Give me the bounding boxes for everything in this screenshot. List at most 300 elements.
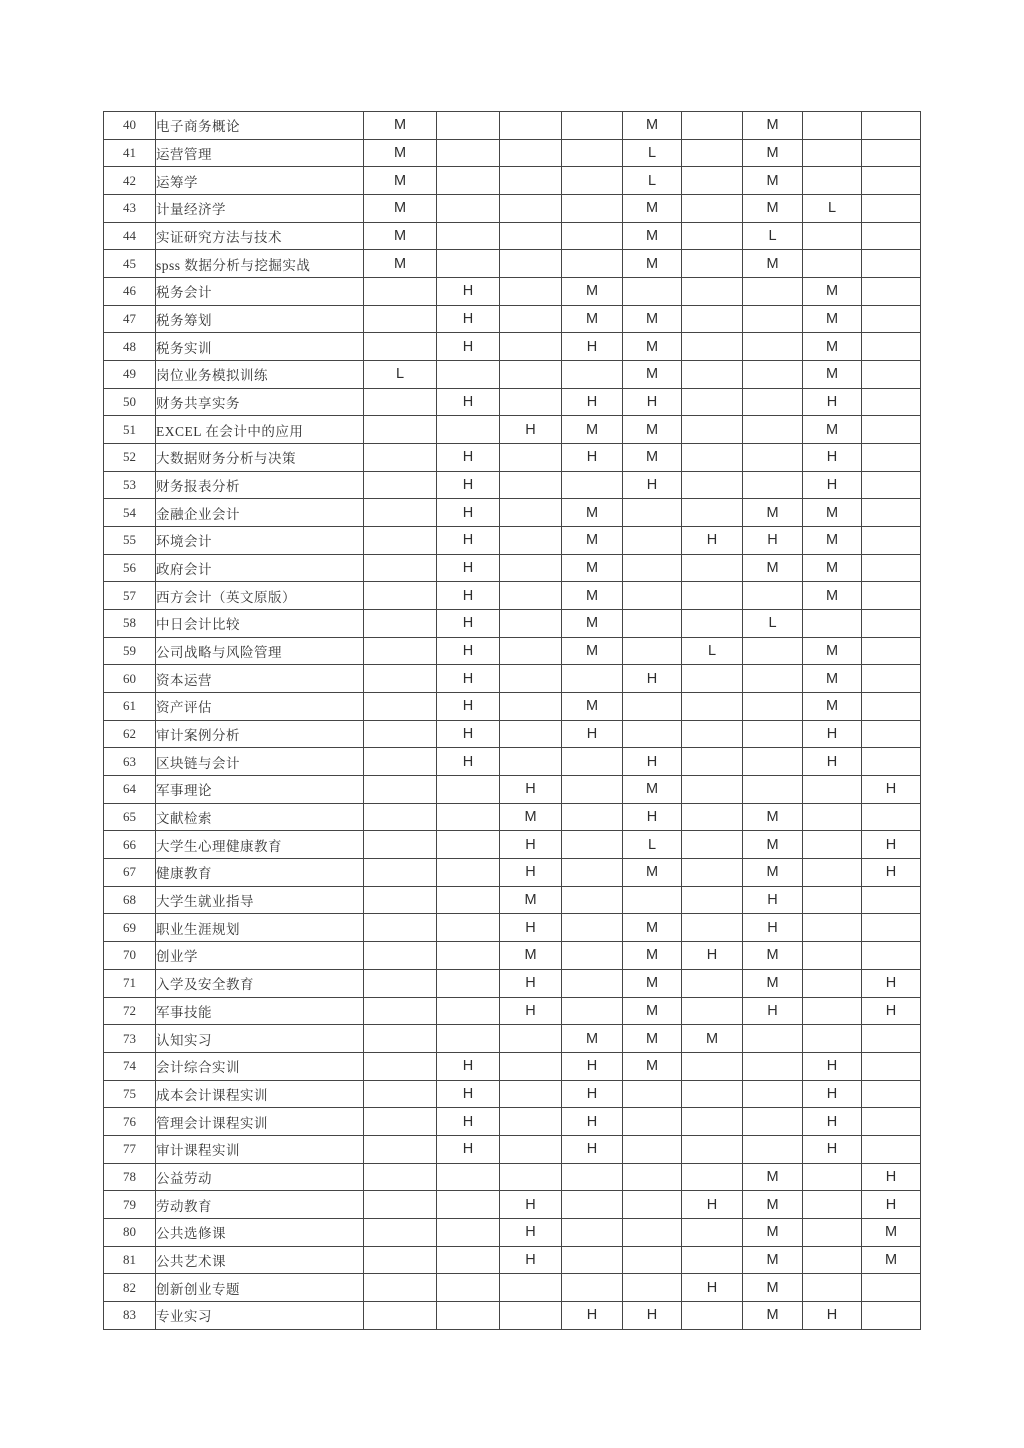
table-row: [104, 665, 921, 693]
matrix-cell: M: [803, 361, 862, 389]
course-requirement-matrix-table: [103, 111, 921, 1330]
matrix-cell: M: [562, 416, 623, 444]
matrix-cell: [682, 969, 743, 997]
matrix-cell: [862, 444, 921, 472]
matrix-cell: M: [364, 222, 437, 250]
matrix-cell: M: [623, 1025, 682, 1053]
matrix-cell: [500, 1080, 562, 1108]
matrix-cell: H: [743, 886, 803, 914]
matrix-cell: [364, 416, 437, 444]
matrix-cell: H: [562, 444, 623, 472]
matrix-cell: M: [364, 195, 437, 223]
row-number: 56: [104, 554, 156, 582]
table-row: [104, 1218, 921, 1246]
matrix-cell: [862, 1025, 921, 1053]
row-number: 65: [104, 803, 156, 831]
matrix-cell: [862, 610, 921, 638]
table-row: [104, 388, 921, 416]
matrix-cell: H: [803, 1080, 862, 1108]
matrix-cell: H: [437, 582, 500, 610]
matrix-cell: M: [803, 416, 862, 444]
matrix-cell: [500, 554, 562, 582]
matrix-cell: H: [500, 969, 562, 997]
matrix-cell: M: [623, 305, 682, 333]
matrix-cell: [743, 1025, 803, 1053]
course-name: 政府会计: [156, 554, 364, 582]
matrix-cell: H: [437, 471, 500, 499]
table-row: [104, 471, 921, 499]
matrix-cell: [500, 139, 562, 167]
matrix-cell: H: [437, 388, 500, 416]
row-number: 64: [104, 776, 156, 804]
matrix-cell: [437, 195, 500, 223]
row-number: 59: [104, 637, 156, 665]
matrix-cell: [562, 112, 623, 140]
matrix-cell: [364, 665, 437, 693]
matrix-cell: H: [500, 831, 562, 859]
matrix-cell: M: [623, 195, 682, 223]
matrix-cell: [682, 582, 743, 610]
matrix-cell: [364, 969, 437, 997]
matrix-cell: [862, 250, 921, 278]
matrix-cell: [437, 831, 500, 859]
matrix-cell: [500, 112, 562, 140]
row-number: 81: [104, 1246, 156, 1274]
matrix-cell: [562, 942, 623, 970]
matrix-cell: [803, 803, 862, 831]
matrix-cell: [623, 693, 682, 721]
matrix-cell: [437, 997, 500, 1025]
matrix-cell: M: [743, 1274, 803, 1302]
matrix-cell: [562, 1163, 623, 1191]
row-number: 58: [104, 610, 156, 638]
matrix-cell: [803, 942, 862, 970]
matrix-cell: [500, 471, 562, 499]
matrix-cell: H: [743, 997, 803, 1025]
matrix-cell: [862, 582, 921, 610]
matrix-cell: M: [500, 803, 562, 831]
matrix-cell: [862, 942, 921, 970]
matrix-cell: [803, 914, 862, 942]
matrix-cell: [364, 1080, 437, 1108]
matrix-cell: [682, 776, 743, 804]
matrix-cell: H: [437, 1108, 500, 1136]
matrix-cell: [500, 720, 562, 748]
matrix-cell: H: [803, 1135, 862, 1163]
matrix-cell: [743, 693, 803, 721]
matrix-cell: M: [743, 1218, 803, 1246]
matrix-cell: [862, 1052, 921, 1080]
matrix-cell: M: [562, 554, 623, 582]
matrix-cell: [437, 222, 500, 250]
table-row: [104, 1274, 921, 1302]
row-number: 53: [104, 471, 156, 499]
course-name: 实证研究方法与技术: [156, 222, 364, 250]
matrix-cell: [743, 416, 803, 444]
row-number: 74: [104, 1052, 156, 1080]
matrix-cell: H: [562, 1108, 623, 1136]
course-name: EXCEL 在会计中的应用: [156, 416, 364, 444]
matrix-cell: [743, 1135, 803, 1163]
matrix-cell: [562, 803, 623, 831]
matrix-cell: [862, 333, 921, 361]
matrix-cell: M: [743, 942, 803, 970]
matrix-cell: [500, 222, 562, 250]
matrix-cell: M: [562, 1025, 623, 1053]
matrix-cell: H: [862, 1191, 921, 1219]
matrix-cell: [743, 361, 803, 389]
matrix-cell: [803, 1274, 862, 1302]
course-name: 资产评估: [156, 693, 364, 721]
table-row: [104, 693, 921, 721]
matrix-cell: [803, 1191, 862, 1219]
matrix-cell: [862, 720, 921, 748]
matrix-cell: [862, 693, 921, 721]
matrix-cell: [364, 582, 437, 610]
matrix-cell: [803, 1218, 862, 1246]
matrix-cell: [500, 748, 562, 776]
matrix-cell: M: [743, 1163, 803, 1191]
matrix-cell: [682, 1163, 743, 1191]
matrix-cell: H: [437, 720, 500, 748]
matrix-cell: [862, 554, 921, 582]
matrix-cell: [562, 195, 623, 223]
table-row: [104, 942, 921, 970]
matrix-cell: L: [743, 610, 803, 638]
matrix-cell: [437, 1163, 500, 1191]
matrix-cell: H: [437, 278, 500, 306]
matrix-cell: [803, 1163, 862, 1191]
matrix-cell: H: [437, 444, 500, 472]
matrix-cell: H: [437, 554, 500, 582]
matrix-cell: [500, 444, 562, 472]
row-number: 61: [104, 693, 156, 721]
matrix-cell: H: [500, 997, 562, 1025]
matrix-cell: [500, 1108, 562, 1136]
matrix-cell: [682, 222, 743, 250]
matrix-cell: [437, 776, 500, 804]
row-number: 42: [104, 167, 156, 195]
table-row: [104, 139, 921, 167]
matrix-cell: [364, 610, 437, 638]
matrix-cell: L: [743, 222, 803, 250]
matrix-cell: L: [623, 139, 682, 167]
matrix-cell: [500, 195, 562, 223]
matrix-cell: M: [500, 886, 562, 914]
matrix-cell: M: [623, 859, 682, 887]
matrix-cell: [364, 1052, 437, 1080]
table-row: [104, 361, 921, 389]
matrix-cell: [562, 1274, 623, 1302]
matrix-cell: [623, 720, 682, 748]
matrix-cell: [364, 333, 437, 361]
matrix-cell: H: [562, 720, 623, 748]
matrix-cell: M: [623, 776, 682, 804]
course-name: 区块链与会计: [156, 748, 364, 776]
course-name: 财务报表分析: [156, 471, 364, 499]
matrix-cell: [500, 665, 562, 693]
matrix-cell: [623, 527, 682, 555]
course-name: 西方会计（英文原版）: [156, 582, 364, 610]
table-row: [104, 748, 921, 776]
matrix-cell: H: [803, 444, 862, 472]
matrix-cell: [682, 1218, 743, 1246]
matrix-cell: [364, 1135, 437, 1163]
course-name: 税务会计: [156, 278, 364, 306]
table-row: [104, 637, 921, 665]
matrix-cell: [364, 499, 437, 527]
matrix-cell: [862, 388, 921, 416]
table-row: [104, 1108, 921, 1136]
row-number: 46: [104, 278, 156, 306]
matrix-cell: [682, 803, 743, 831]
matrix-cell: [562, 361, 623, 389]
table-row: [104, 610, 921, 638]
table-row: [104, 112, 921, 140]
matrix-cell: [862, 1080, 921, 1108]
matrix-cell: H: [437, 665, 500, 693]
matrix-cell: M: [562, 693, 623, 721]
course-name: 创业学: [156, 942, 364, 970]
matrix-cell: [862, 637, 921, 665]
matrix-cell: H: [562, 388, 623, 416]
matrix-cell: [500, 1135, 562, 1163]
matrix-cell: [500, 1274, 562, 1302]
matrix-cell: H: [562, 1135, 623, 1163]
table-row: [104, 914, 921, 942]
matrix-cell: [803, 610, 862, 638]
matrix-cell: M: [803, 499, 862, 527]
table-row: [104, 582, 921, 610]
matrix-cell: [437, 112, 500, 140]
matrix-cell: [562, 748, 623, 776]
matrix-cell: M: [803, 278, 862, 306]
matrix-cell: M: [364, 139, 437, 167]
matrix-cell: [364, 278, 437, 306]
course-name: 文献检索: [156, 803, 364, 831]
table-row: [104, 250, 921, 278]
matrix-cell: [682, 1052, 743, 1080]
course-name: 审计案例分析: [156, 720, 364, 748]
matrix-cell: [862, 112, 921, 140]
matrix-cell: H: [803, 1052, 862, 1080]
row-number: 77: [104, 1135, 156, 1163]
matrix-cell: M: [803, 693, 862, 721]
matrix-cell: H: [623, 388, 682, 416]
matrix-cell: [682, 914, 743, 942]
matrix-cell: H: [437, 610, 500, 638]
matrix-cell: [364, 886, 437, 914]
matrix-cell: [862, 1301, 921, 1329]
matrix-cell: [562, 139, 623, 167]
matrix-cell: [743, 444, 803, 472]
matrix-cell: M: [743, 139, 803, 167]
matrix-cell: [562, 997, 623, 1025]
row-number: 47: [104, 305, 156, 333]
matrix-cell: [500, 527, 562, 555]
table-row: [104, 1080, 921, 1108]
matrix-cell: [437, 942, 500, 970]
matrix-cell: [364, 859, 437, 887]
matrix-cell: [862, 167, 921, 195]
matrix-cell: [364, 693, 437, 721]
matrix-cell: M: [743, 1246, 803, 1274]
course-name: 会计综合实训: [156, 1052, 364, 1080]
matrix-cell: [743, 720, 803, 748]
matrix-cell: [862, 1274, 921, 1302]
matrix-cell: [364, 776, 437, 804]
matrix-cell: [803, 1246, 862, 1274]
matrix-cell: H: [623, 471, 682, 499]
matrix-cell: H: [562, 333, 623, 361]
matrix-cell: H: [500, 776, 562, 804]
course-name: 公益劳动: [156, 1163, 364, 1191]
row-number: 50: [104, 388, 156, 416]
matrix-cell: [562, 250, 623, 278]
matrix-cell: H: [743, 914, 803, 942]
matrix-cell: [862, 1108, 921, 1136]
matrix-cell: H: [623, 803, 682, 831]
matrix-cell: M: [500, 942, 562, 970]
matrix-cell: H: [562, 1080, 623, 1108]
matrix-cell: M: [743, 803, 803, 831]
table-row: [104, 997, 921, 1025]
matrix-cell: [500, 1025, 562, 1053]
matrix-cell: H: [437, 1052, 500, 1080]
matrix-cell: [562, 969, 623, 997]
matrix-cell: [743, 776, 803, 804]
matrix-cell: M: [623, 997, 682, 1025]
matrix-cell: [437, 416, 500, 444]
matrix-cell: [682, 333, 743, 361]
row-number: 48: [104, 333, 156, 361]
matrix-cell: [623, 610, 682, 638]
matrix-cell: M: [743, 499, 803, 527]
matrix-cell: M: [623, 914, 682, 942]
matrix-cell: [743, 748, 803, 776]
matrix-cell: [500, 499, 562, 527]
matrix-cell: H: [437, 1135, 500, 1163]
matrix-cell: H: [623, 1301, 682, 1329]
matrix-cell: [623, 1274, 682, 1302]
matrix-cell: [364, 914, 437, 942]
matrix-cell: [500, 305, 562, 333]
matrix-cell: M: [562, 527, 623, 555]
matrix-cell: M: [743, 554, 803, 582]
matrix-cell: M: [743, 112, 803, 140]
course-name: 公共选修课: [156, 1218, 364, 1246]
course-name: 环境会计: [156, 527, 364, 555]
course-name: 中日会计比较: [156, 610, 364, 638]
matrix-cell: L: [682, 637, 743, 665]
matrix-cell: [437, 1301, 500, 1329]
matrix-cell: [862, 527, 921, 555]
row-number: 66: [104, 831, 156, 859]
matrix-cell: H: [803, 748, 862, 776]
table-row: [104, 1301, 921, 1329]
matrix-cell: [862, 278, 921, 306]
matrix-cell: [562, 1246, 623, 1274]
row-number: 40: [104, 112, 156, 140]
matrix-cell: M: [623, 1052, 682, 1080]
matrix-cell: [682, 665, 743, 693]
table-row: [104, 1052, 921, 1080]
matrix-cell: [682, 444, 743, 472]
matrix-cell: [682, 748, 743, 776]
table-row: [104, 222, 921, 250]
matrix-cell: M: [562, 305, 623, 333]
course-name: 运筹学: [156, 167, 364, 195]
row-number: 79: [104, 1191, 156, 1219]
matrix-cell: [862, 222, 921, 250]
matrix-cell: [743, 1052, 803, 1080]
matrix-cell: [364, 748, 437, 776]
matrix-cell: [862, 914, 921, 942]
matrix-cell: [623, 582, 682, 610]
matrix-cell: M: [743, 969, 803, 997]
matrix-cell: H: [862, 1163, 921, 1191]
matrix-cell: [862, 803, 921, 831]
matrix-cell: [500, 637, 562, 665]
matrix-cell: [500, 361, 562, 389]
matrix-cell: [500, 1052, 562, 1080]
matrix-cell: [682, 1080, 743, 1108]
matrix-cell: [364, 1274, 437, 1302]
table-row: [104, 333, 921, 361]
matrix-cell: H: [562, 1301, 623, 1329]
row-number: 71: [104, 969, 156, 997]
matrix-cell: [682, 720, 743, 748]
row-number: 62: [104, 720, 156, 748]
table-row: [104, 969, 921, 997]
row-number: 68: [104, 886, 156, 914]
matrix-cell: [437, 859, 500, 887]
matrix-cell: M: [623, 942, 682, 970]
matrix-cell: [682, 831, 743, 859]
matrix-cell: H: [743, 527, 803, 555]
course-name: 认知实习: [156, 1025, 364, 1053]
matrix-cell: L: [623, 167, 682, 195]
matrix-cell: L: [364, 361, 437, 389]
matrix-cell: [803, 886, 862, 914]
row-number: 75: [104, 1080, 156, 1108]
table-row: [104, 278, 921, 306]
matrix-cell: [862, 361, 921, 389]
matrix-cell: [623, 499, 682, 527]
table-row: [104, 1163, 921, 1191]
matrix-cell: [743, 637, 803, 665]
matrix-cell: [803, 250, 862, 278]
matrix-cell: [623, 278, 682, 306]
matrix-cell: H: [803, 1108, 862, 1136]
table-row: [104, 859, 921, 887]
matrix-cell: [862, 1135, 921, 1163]
matrix-cell: [743, 305, 803, 333]
matrix-cell: H: [803, 388, 862, 416]
matrix-cell: H: [682, 1191, 743, 1219]
row-number: 49: [104, 361, 156, 389]
matrix-cell: [562, 914, 623, 942]
matrix-cell: [437, 139, 500, 167]
row-number: 54: [104, 499, 156, 527]
matrix-cell: M: [623, 361, 682, 389]
matrix-cell: [682, 1301, 743, 1329]
course-name: 计量经济学: [156, 195, 364, 223]
course-name: 资本运营: [156, 665, 364, 693]
matrix-cell: M: [623, 222, 682, 250]
course-name: 入学及安全教育: [156, 969, 364, 997]
table-row: [104, 1246, 921, 1274]
